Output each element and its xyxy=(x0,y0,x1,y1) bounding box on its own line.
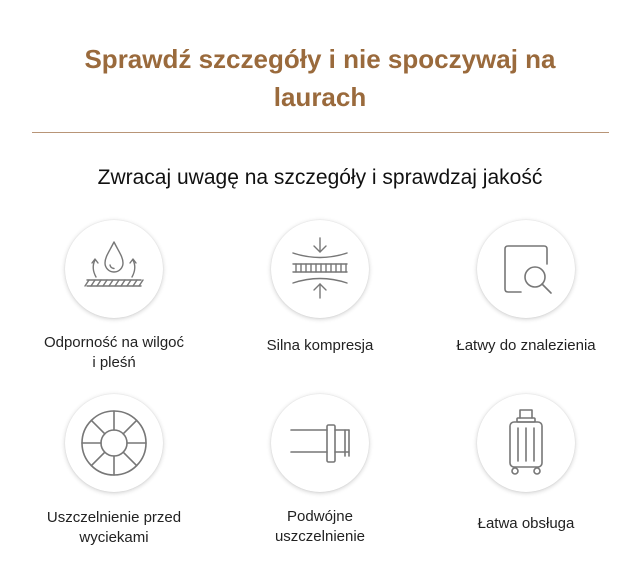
wheel-seal-icon xyxy=(65,394,163,492)
feature-icon-circle xyxy=(65,220,163,318)
feature-icon-circle xyxy=(271,220,369,318)
feature-icon-circle xyxy=(477,394,575,492)
feature-icon-circle xyxy=(477,220,575,318)
feature-label: Odporność na wilgoć i pleśń xyxy=(43,334,185,371)
feature-icon-circle xyxy=(65,394,163,492)
page-title: Sprawdź szczegóły i nie spoczywaj na laurach xyxy=(84,44,556,112)
feature-label: Silna kompresja xyxy=(266,337,374,354)
double-zipper-icon xyxy=(271,394,369,492)
feature-label: Łatwa obsługa xyxy=(477,515,575,532)
page-subtitle: Zwracaj uwagę na szczegóły i sprawdzaj jakość xyxy=(97,166,543,189)
suitcase-icon xyxy=(477,394,575,492)
feature-label: Łatwy do znalezienia xyxy=(456,337,596,354)
feature-icon-circle xyxy=(271,394,369,492)
feature-label: Podwójne uszczelnienie xyxy=(274,508,366,545)
water-drop-icon xyxy=(65,220,163,318)
compression-icon xyxy=(271,220,369,318)
title-divider xyxy=(32,132,609,133)
feature-label: Uszczelnienie przed wyciekami xyxy=(46,509,182,546)
magnifier-icon xyxy=(477,220,575,318)
